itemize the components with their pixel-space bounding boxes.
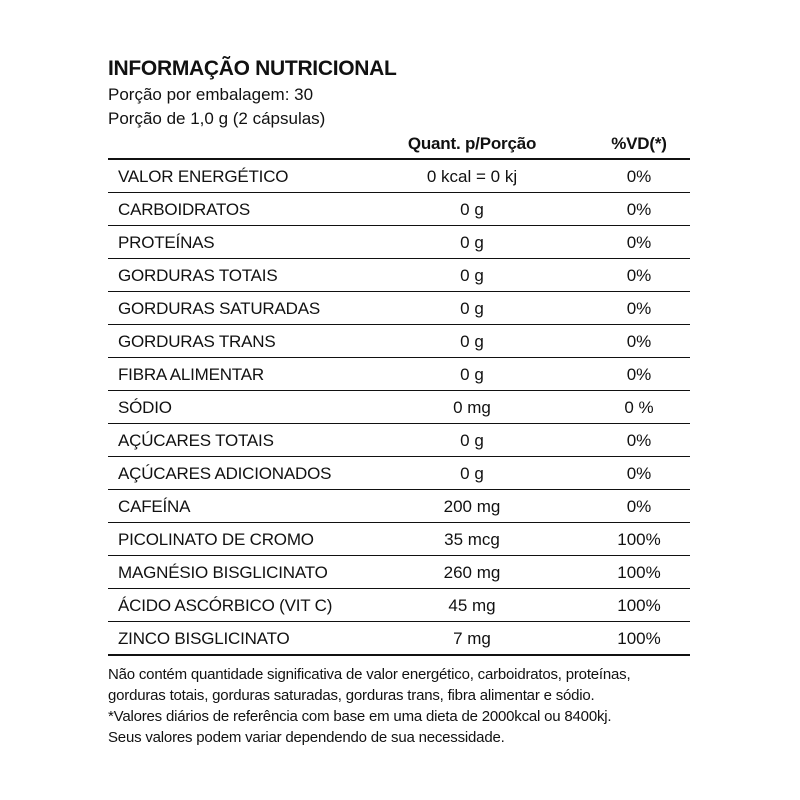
footnote-line: Não contém quantidade significativa de valor energético, carboidratos, proteínas, [108,666,631,683]
nutrient-amount: 0 g [460,332,484,351]
table-row [108,424,690,457]
servings-per-package: Porção por embalagem: 30 [108,85,314,104]
nutrient-amount: 200 mg [443,497,501,516]
nutrient-name: GORDURAS SATURADAS [118,299,321,318]
nutrient-daily-value: 100% [617,596,661,615]
nutrient-daily-value: 0% [626,266,652,285]
nutrient-name: VALOR ENERGÉTICO [118,167,289,186]
table-header [108,132,690,158]
nutrient-amount: 0 g [460,299,484,318]
nutrient-amount: 0 g [460,233,484,252]
table-row [108,457,690,490]
nutrient-name: PICOLINATO DE CROMO [118,530,314,549]
nutrient-name: SÓDIO [118,398,172,417]
nutrient-amount: 45 mg [448,596,496,615]
nutrient-name: CARBOIDRATOS [118,200,251,219]
nutrient-amount: 260 mg [443,563,501,582]
nutrient-name: AÇÚCARES ADICIONADOS [118,464,332,483]
nutrient-amount: 0 g [460,365,484,384]
nutrient-name: FIBRA ALIMENTAR [118,365,264,384]
nutrient-name: ZINCO BISGLICINATO [118,629,290,648]
nutrient-name: CAFEÍNA [118,497,191,516]
table-row [108,622,690,656]
table-row [108,193,690,226]
table-row [108,226,690,259]
nutrient-amount: 0 kcal = 0 kj [426,167,518,186]
nutrient-daily-value: 0% [626,299,652,318]
nutrient-daily-value: 0% [626,200,652,219]
nutrient-amount: 0 g [460,431,484,450]
nutrient-name: ÁCIDO ASCÓRBICO (VIT C) [118,596,333,615]
footnote-line: gorduras totais, gorduras saturadas, gorduras trans, fibra alimentar e sódio. [108,687,595,704]
nutrient-amount: 0 g [460,464,484,483]
nutrient-name: PROTEÍNAS [118,233,215,252]
column-header-amount: Quant. p/Porção [407,134,537,153]
nutrient-daily-value: 0% [626,365,652,384]
nutrient-name: GORDURAS TOTAIS [118,266,278,285]
table-row [108,556,690,589]
nutrient-name: AÇÚCARES TOTAIS [118,431,274,450]
table-row [108,391,690,424]
nutrient-amount: 0 mg [453,398,491,417]
serving-size: Porção de 1,0 g (2 cápsulas) [108,109,326,128]
nutrient-daily-value: 0% [626,167,652,186]
nutrient-amount: 0 g [460,266,484,285]
label-title: INFORMAÇÃO NUTRICIONAL [108,57,397,80]
footnote-line: *Valores diários de referência com base em uma dieta de 2000kcal ou 8400kj. [108,708,612,725]
nutrition-facts-panel [108,55,690,748]
nutrient-name: MAGNÉSIO BISGLICINATO [118,563,328,582]
table-row [108,358,690,391]
table-row [108,292,690,325]
nutrient-amount: 0 g [460,200,484,219]
nutrient-daily-value: 0% [626,431,652,450]
nutrient-daily-value: 100% [617,563,661,582]
nutrient-daily-value: 0% [626,332,652,351]
nutrient-amount: 35 mcg [444,530,500,549]
nutrient-name: GORDURAS TRANS [118,332,276,351]
table-row [108,523,690,556]
nutrient-daily-value: 0% [626,233,652,252]
nutrient-table [108,160,690,656]
column-header-daily-value: %VD(*) [611,134,667,153]
table-row [108,490,690,523]
footnote-line: Seus valores podem variar dependendo de sua necessidade. [108,729,505,746]
nutrient-daily-value: 100% [617,530,661,549]
nutrient-daily-value: 0 % [624,398,654,417]
nutrient-amount: 7 mg [453,629,491,648]
footnotes [108,664,690,748]
table-row [108,325,690,358]
nutrient-daily-value: 0% [626,497,652,516]
table-row [108,259,690,292]
nutrient-daily-value: 0% [626,464,652,483]
nutrient-daily-value: 100% [617,629,661,648]
table-row [108,589,690,622]
table-row [108,160,690,193]
